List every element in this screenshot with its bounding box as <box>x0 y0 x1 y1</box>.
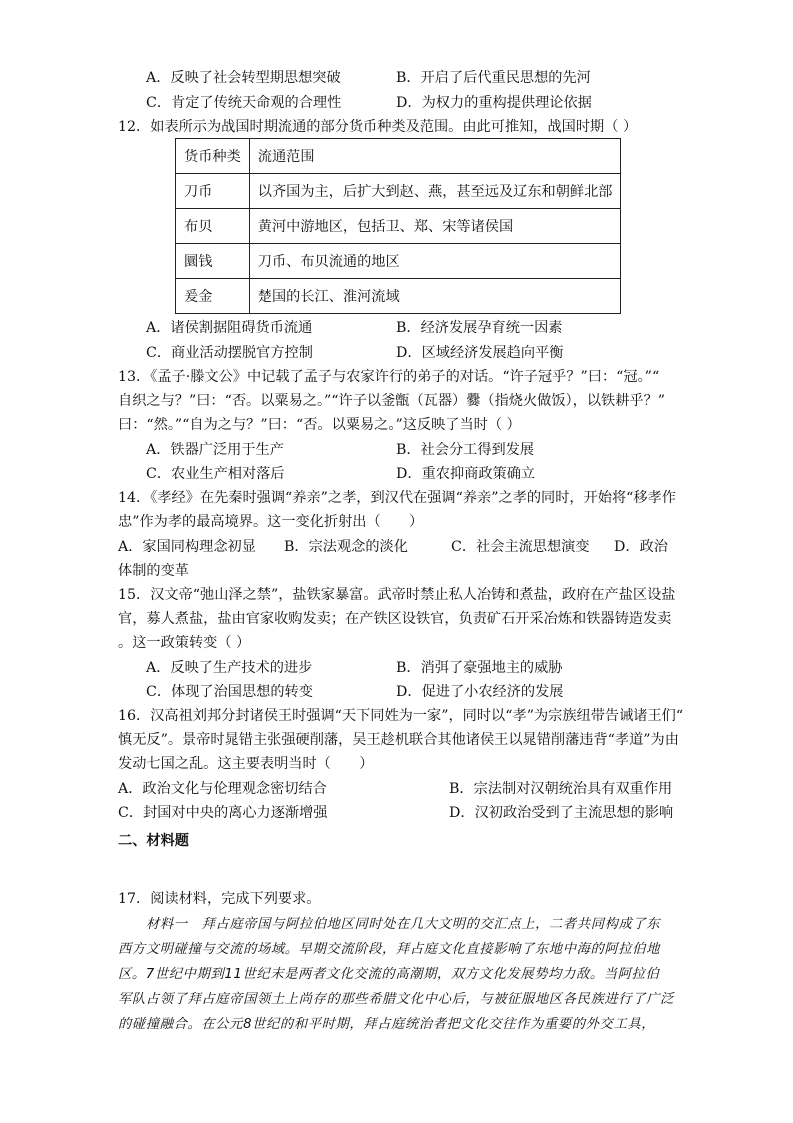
q13-stem-line: 13．《孟子·滕文公》中记载了孟子与农家许行的弟子的对话。“许子冠乎？”曰：“冠。”“ <box>118 369 660 385</box>
q16-option-b: B．宗法制对汉朝统治具有双重作用 <box>449 781 673 797</box>
table-header-cell: 货币种类 <box>176 139 250 174</box>
q13-option-b: B．社会分工得到发展 <box>396 442 535 458</box>
q15-option-d: D．促进了小农经济的发展 <box>396 684 564 700</box>
table-cell: 圜钱 <box>176 244 250 279</box>
q14-stem-line: 忠”作为孝的最高境界。这一变化折射出（ ） <box>118 514 424 530</box>
q16-stem-line: 发动七国之乱。这主要表明当时（ ） <box>118 756 374 772</box>
q13-stem-line: 曰：“然。”“自为之与？”曰：“否。以粟易之。”这反映了当时（ ） <box>118 417 521 433</box>
table-cell: 爰金 <box>176 279 250 314</box>
q11-option-c: C．肯定了传统天命观的合理性 <box>146 95 342 111</box>
q16-option-a: A．政治文化与伦理观念密切结合 <box>118 781 327 797</box>
q17-stem: 17．阅读材料，完成下列要求。 <box>118 891 321 907</box>
table-header-row <box>176 139 621 174</box>
q15-stem-line: 官，募人煮盐，盐由官家收购发卖；在产铁区设铁官，负责矿石开采冶炼和铁器铸造发卖 <box>118 611 672 627</box>
q11-option-b: B．开启了后代重民思想的先河 <box>396 70 591 86</box>
q14-option-c: C．社会主流思想演变 <box>451 539 590 555</box>
q16-stem-line: 慎无反”。景帝时晁错主张强硬削藩，吴王趁机联合其他诸侯王以晁错削藩违背“孝道”为由 <box>118 732 679 748</box>
table-row <box>176 209 621 244</box>
q16-stem-line: 16．汉高祖刘邦分封诸侯王时强调“天下同姓为一家”，同时以“孝”为宗族纽带告诫诸王们“ <box>118 708 684 724</box>
q15-option-c: C．体现了治国思想的转变 <box>146 684 313 700</box>
q14-option-b: B．宗法观念的淡化 <box>284 539 408 555</box>
q13-option-d: D．重农抑商政策确立 <box>396 466 536 482</box>
table-cell: 刀币 <box>176 174 250 209</box>
q12-option-b: B．经济发展孕育统一因素 <box>396 320 563 336</box>
material-line: 的碰撞融合。在公元8世纪的和平时期，拜占庭统治者把文化交往作为重要的外交工具， <box>118 1017 656 1032</box>
q14-stem-line: 14．《孝经》在先秦时强调“养亲”之孝，到汉代在强调“养亲”之孝的同时，开始将“移孝作 <box>118 490 676 506</box>
q14-option-a: A．家国同构理念初显 <box>118 539 256 555</box>
table-row <box>176 279 621 314</box>
q13-option-c: C．农业生产相对落后 <box>146 466 285 482</box>
table-cell: 刀币、布贝流通的地区 <box>249 244 621 279</box>
table-row <box>176 174 621 209</box>
q12-option-a: A．诸侯割据阻碍货币流通 <box>146 320 313 336</box>
material-line: 区。7世纪中期到11世纪末是两者文化交流的高潮期，双方文化发展势均力敌。当阿拉伯 <box>118 967 660 982</box>
q12-option-c: C．商业活动摆脱官方控制 <box>146 345 313 361</box>
table-header-cell: 流通范围 <box>249 139 621 174</box>
section-title: 二、材料题 <box>118 833 189 849</box>
q16-option-d: D．汉初政治受到了主流思想的影响 <box>449 805 674 821</box>
q11-option-a: A．反映了社会转型期思想突破 <box>146 70 341 86</box>
q12-stem: 12．如表所示为战国时期流通的部分货币种类及范围。由此可推知，战国时期（ ） <box>118 119 638 135</box>
q14-option-d-wrap: 体制的变革 <box>118 563 189 579</box>
q13-option-a: A．铁器广泛用于生产 <box>146 442 284 458</box>
material-line: 材料一 拜占庭帝国与阿拉伯地区同时处在几大文明的交汇点上，二者共同构成了东 <box>146 917 661 932</box>
table-cell: 楚国的长江、淮河流域 <box>249 279 621 314</box>
q15-option-a: A．反映了生产技术的进步 <box>146 660 313 676</box>
q14-option-d: D．政治 <box>614 539 668 555</box>
q15-option-b: B．消弭了豪强地主的威胁 <box>396 660 563 676</box>
q12-option-d: D．区域经济发展趋向平衡 <box>396 345 564 361</box>
material-line: 军队占领了拜占庭帝国领土上尚存的那些希腊文化中心后，与被征服地区各民族进行了广泛 <box>118 992 674 1007</box>
table-row <box>176 244 621 279</box>
q15-stem-line: 15．汉文帝“弛山泽之禁”，盐铁家暴富。武帝时禁止私人冶铸和煮盐，政府在产盐区设盐 <box>118 587 676 603</box>
q16-option-c: C．封国对中央的离心力逐渐增强 <box>118 805 328 821</box>
q11-option-d: D．为权力的重构提供理论依据 <box>396 95 592 111</box>
table-cell: 以齐国为主，后扩大到赵、燕，甚至远及辽东和朝鲜北部 <box>249 174 621 209</box>
table-cell: 布贝 <box>176 209 250 244</box>
q15-stem-line: 。这一政策转变（ ） <box>118 635 251 651</box>
q13-stem-line: 自织之与？”曰：“否。以粟易之。”“许子以釜甑（瓦器）爨（指烧火做饭），以铁耕乎？” <box>118 393 666 409</box>
material-line: 西方文明碰撞与交流的场域。早期交流阶段，拜占庭文化直接影响了东地中海的阿拉伯地 <box>118 942 660 957</box>
table-cell: 黄河中游地区，包括卫、郑、宋等诸侯国 <box>249 209 621 244</box>
currency-table <box>175 138 621 314</box>
